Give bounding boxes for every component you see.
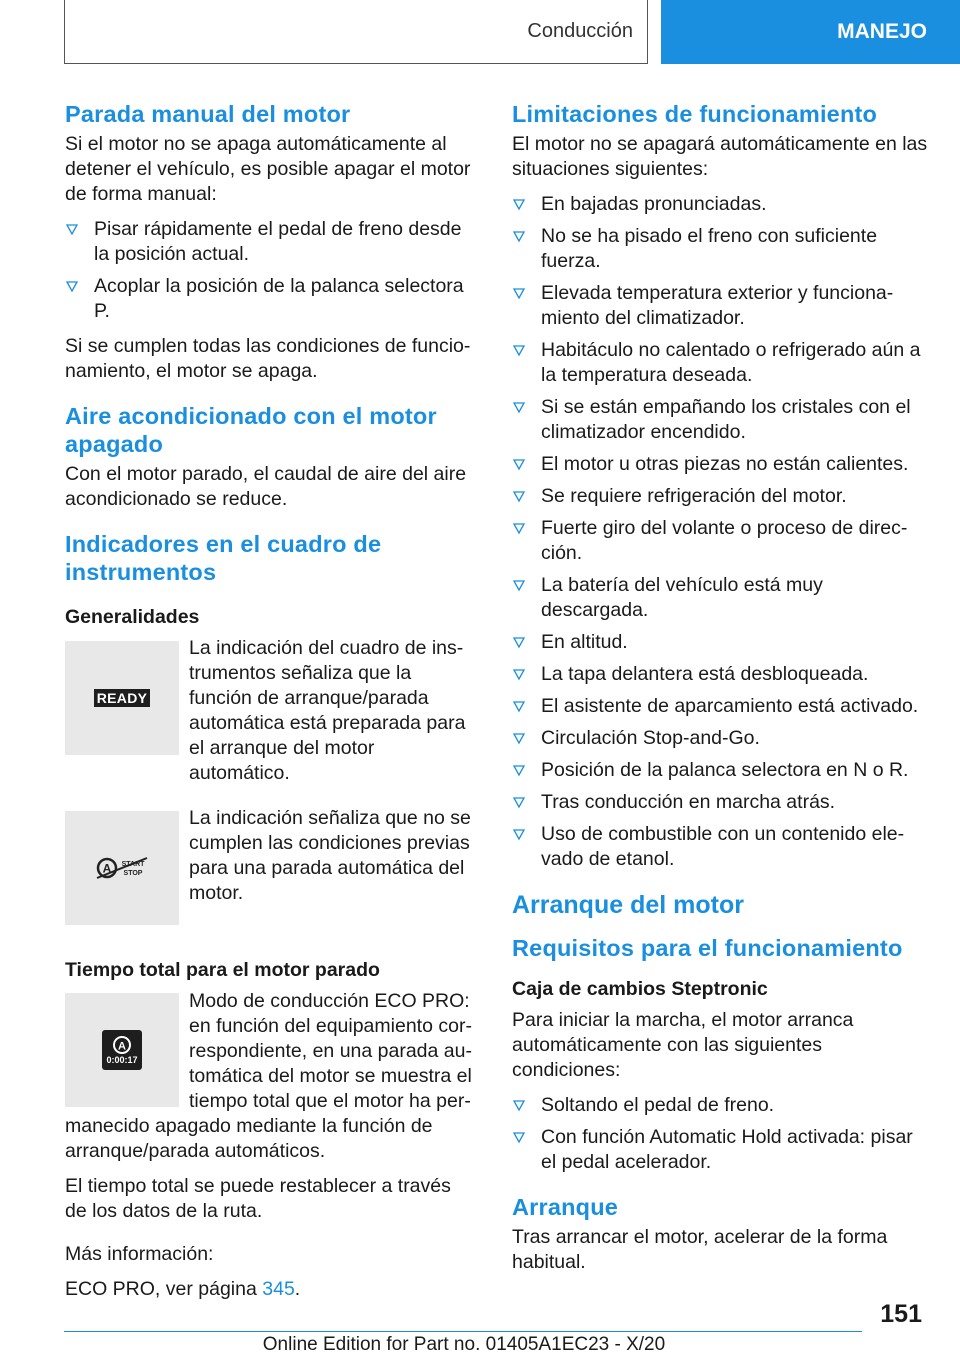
list-item bbox=[512, 630, 932, 655]
list-item bbox=[512, 281, 932, 331]
list-item-text: Acoplar la posición de la palanca selectora P. bbox=[94, 275, 464, 322]
triangle-bullet-icon bbox=[512, 224, 526, 249]
list-item bbox=[512, 516, 932, 566]
timer-indicator-image bbox=[65, 993, 179, 1107]
list-item bbox=[512, 1093, 932, 1118]
list-item-text: Uso de combustible con un contenido elevado de etanol. bbox=[541, 823, 905, 870]
timer-text: Modo de conducción ECO PRO: en función del equipamiento correspondiente, en una parada automática del motor se muestra el tiempo total que el motor ha permanecido apagado mediante la función de arranque/parada automáticos. bbox=[65, 990, 472, 1162]
ac-text: Con el motor parado, el caudal de aire del aire acondicionado se reduce. bbox=[65, 463, 467, 510]
triangle-bullet-icon bbox=[512, 694, 526, 719]
list-item-text: La tapa delantera está desbloqueada. bbox=[541, 663, 869, 685]
list-item-text: Tras conducción en marcha atrás. bbox=[541, 791, 836, 813]
auto-start-stop-icon bbox=[112, 1035, 132, 1055]
heading-steptronic: Caja de cambios Steptronic bbox=[512, 978, 768, 1000]
timer-block bbox=[65, 989, 477, 1164]
list-item-text: El motor u otras piezas no están calientes. bbox=[541, 453, 909, 475]
page-link[interactable]: 345 bbox=[262, 1278, 295, 1300]
heading-ac: Aire acondicionado con el motor apagado bbox=[65, 403, 437, 457]
list-item bbox=[512, 338, 932, 388]
list-item-text: Soltando el pedal de freno. bbox=[541, 1094, 775, 1116]
right-column bbox=[512, 100, 932, 1285]
limits-list bbox=[512, 192, 932, 872]
svg-text:A: A bbox=[102, 861, 112, 876]
list-item-text: Pisar rápidamente el pedal de freno desde la posición actual. bbox=[94, 218, 462, 265]
triangle-bullet-icon bbox=[512, 516, 526, 541]
list-item bbox=[512, 790, 932, 815]
list-item-text: El asistente de aparcamiento está activado. bbox=[541, 695, 919, 717]
list-item bbox=[512, 573, 932, 623]
triangle-bullet-icon bbox=[512, 192, 526, 217]
list-item bbox=[512, 484, 932, 509]
list-item-text: En bajadas pronunciadas. bbox=[541, 193, 767, 215]
heading-engine-start: Arranque del motor bbox=[512, 891, 744, 919]
list-item-text: Con función Automatic Hold activada: pisar el pedal acelerador. bbox=[541, 1126, 913, 1173]
list-item bbox=[512, 452, 932, 477]
ready-indicator-row bbox=[65, 636, 477, 786]
list-item-text: Se requiere refrigeración del motor. bbox=[541, 485, 847, 507]
triangle-bullet-icon bbox=[512, 338, 526, 363]
stop-label: STOP bbox=[123, 870, 143, 877]
list-item bbox=[512, 662, 932, 687]
list-item bbox=[65, 217, 477, 267]
triangle-bullet-icon bbox=[512, 758, 526, 783]
limits-intro: El motor no se apagará automáticamente en las situaciones siguientes: bbox=[512, 133, 928, 180]
list-item-text: Circulación Stop-and-Go. bbox=[541, 727, 760, 749]
triangle-bullet-icon bbox=[512, 452, 526, 477]
manual-intro: Si el motor no se apaga automáticamente al detener el vehículo, es posible apagar el motor de forma manual: bbox=[65, 133, 471, 205]
start-label: START bbox=[121, 861, 145, 868]
startstop-text: La indicación señaliza que no se cumplen las condiciones previas para una parada automática del motor. bbox=[189, 807, 471, 904]
chapter-tab[interactable]: MANEJO bbox=[661, 0, 960, 64]
steptronic-text: Para iniciar la marcha, el motor arranca automáticamente con las siguientes condiciones: bbox=[512, 1009, 854, 1081]
triangle-bullet-icon bbox=[512, 1093, 526, 1118]
left-column bbox=[65, 100, 477, 1312]
triangle-bullet-icon bbox=[512, 726, 526, 751]
triangle-bullet-icon bbox=[65, 217, 79, 242]
heading-total-time: Tiempo total para el motor parado bbox=[65, 959, 380, 981]
startstop-indicator-image bbox=[65, 811, 179, 925]
triangle-bullet-icon bbox=[512, 790, 526, 815]
list-item bbox=[512, 395, 932, 445]
list-item-text: Si se están empañando los cristales con el climatizador encendido. bbox=[541, 396, 911, 443]
list-item-text: Habitáculo no calentado o refrigerado aún a la temperatura deseada. bbox=[541, 339, 921, 386]
page-header bbox=[0, 0, 960, 66]
triangle-bullet-icon bbox=[512, 484, 526, 509]
list-item bbox=[65, 274, 477, 324]
svg-text:A: A bbox=[118, 1040, 126, 1053]
timer-value: 0:00:17 bbox=[106, 1055, 138, 1065]
start-conditions-list bbox=[512, 1093, 932, 1175]
manual-steps-list bbox=[65, 217, 477, 324]
list-item bbox=[512, 694, 932, 719]
more-info-label: Más información: bbox=[65, 1243, 214, 1265]
list-item bbox=[512, 192, 932, 217]
section-title: Conducción bbox=[64, 0, 648, 64]
heading-requirements: Requisitos para el funcionamiento bbox=[512, 935, 903, 961]
list-item-text: En altitud. bbox=[541, 631, 628, 653]
triangle-bullet-icon bbox=[512, 395, 526, 420]
heading-manual-stop: Parada manual del motor bbox=[65, 101, 351, 127]
list-item bbox=[512, 822, 932, 872]
timer-display bbox=[102, 1030, 142, 1070]
list-item bbox=[512, 758, 932, 783]
triangle-bullet-icon bbox=[512, 630, 526, 655]
footer-divider bbox=[64, 1331, 862, 1332]
list-item-text: La batería del vehículo está muy descargada. bbox=[541, 574, 823, 621]
triangle-bullet-icon bbox=[512, 822, 526, 847]
triangle-bullet-icon bbox=[512, 281, 526, 306]
eco-pro-reference: ECO PRO, ver página 345. bbox=[65, 1278, 301, 1300]
heading-indicators: Indicadores en el cuadro de instrumentos bbox=[65, 531, 382, 585]
triangle-bullet-icon bbox=[65, 274, 79, 299]
ready-badge: READY bbox=[94, 689, 151, 707]
auto-start-stop-crossed-icon bbox=[95, 856, 149, 880]
triangle-bullet-icon bbox=[512, 573, 526, 598]
list-item-text: Fuerte giro del volante o proceso de dirección. bbox=[541, 517, 908, 564]
triangle-bullet-icon bbox=[512, 1125, 526, 1150]
page-number: 151 bbox=[880, 1300, 922, 1328]
arranque-text: Tras arrancar el motor, acelerar de la forma habitual. bbox=[512, 1226, 888, 1273]
heading-arranque: Arranque bbox=[512, 1194, 619, 1220]
list-item-text: No se ha pisado el freno con suficiente fuerza. bbox=[541, 225, 878, 272]
ready-text: La indicación del cuadro de instrumentos señaliza que la función de arranque/parada automática está preparada para el arranque del motor automático. bbox=[189, 637, 466, 784]
heading-limits: Limitaciones de funcionamiento bbox=[512, 101, 878, 127]
list-item bbox=[512, 726, 932, 751]
startstop-indicator-row bbox=[65, 806, 477, 925]
list-item bbox=[512, 1125, 932, 1175]
list-item-text: Posición de la palanca selectora en N o R. bbox=[541, 759, 909, 781]
list-item bbox=[512, 224, 932, 274]
manual-outro: Si se cumplen todas las condiciones de funcionamiento, el motor se apaga. bbox=[65, 335, 471, 382]
heading-general: Generalidades bbox=[65, 606, 200, 628]
triangle-bullet-icon bbox=[512, 662, 526, 687]
ready-indicator-image bbox=[65, 641, 179, 755]
list-item-text: Elevada temperatura exterior y funcionamiento del climatizador. bbox=[541, 282, 894, 329]
reset-text: El tiempo total se puede restablecer a través de los datos de la ruta. bbox=[65, 1175, 451, 1222]
edition-footer: Online Edition for Part no. 01405A1EC23 - X/20 bbox=[262, 1334, 666, 1355]
